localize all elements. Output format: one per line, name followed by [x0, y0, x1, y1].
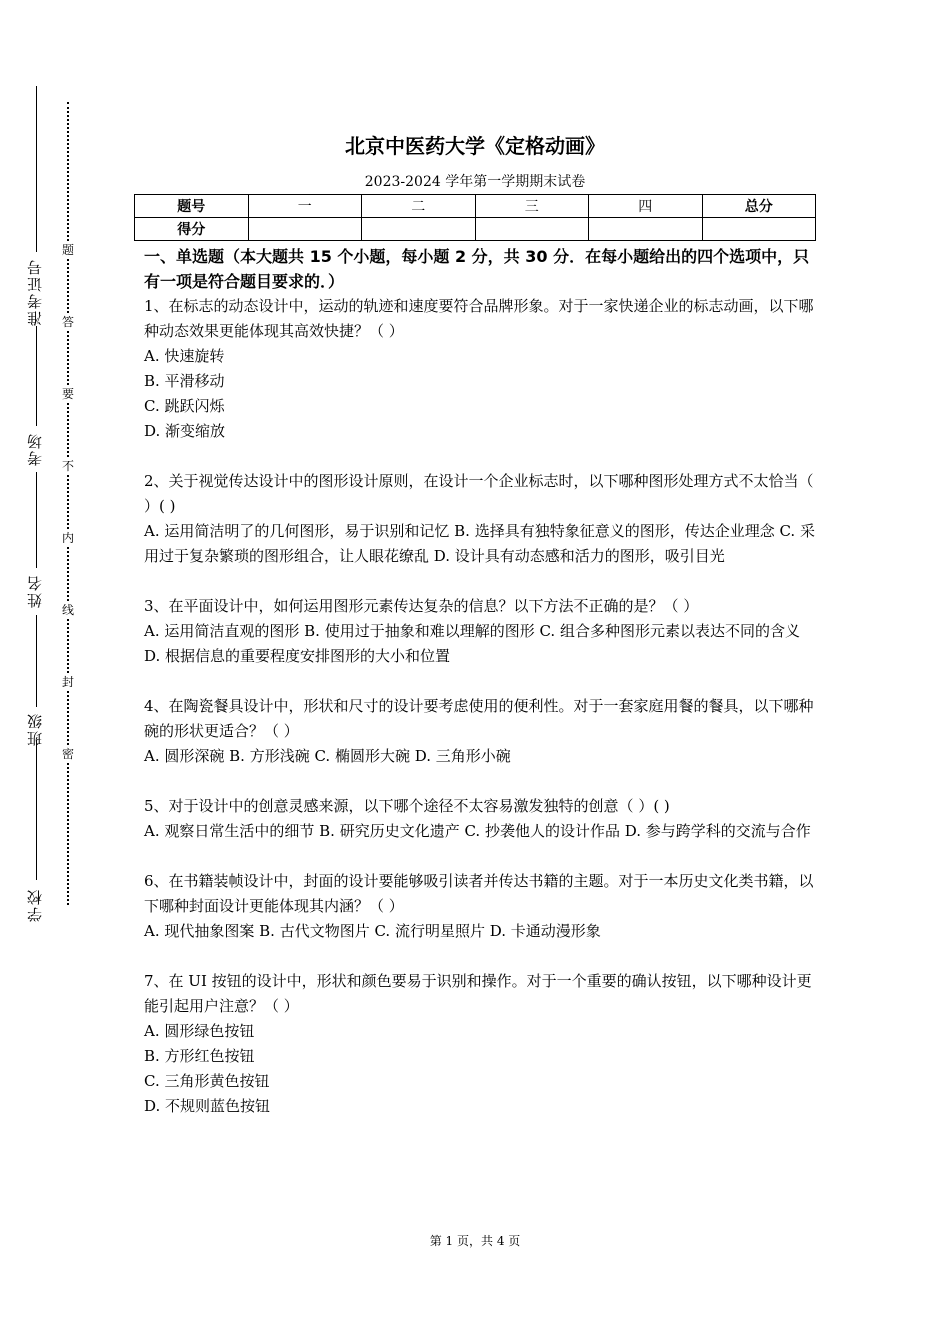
- exam-title: 北京中医药大学《定格动画》: [345, 134, 605, 158]
- section-heading: 一、单选题（本大题共 15 个小题，每小题 2 分，共 30 分．在每小题给出的四个选项中，只有一项是符合题目要求的．）: [144, 247, 810, 291]
- options: A. 运用简洁明了的几何图形，易于识别和记忆 B. 选择具有独特象征意义的图形，传达企业理念 C. 采用过于复杂繁琐的图形组合，让人眼花缭乱 D. 设计具有动态感和活力的图形，吸引目光: [144, 522, 815, 565]
- score-table: [134, 194, 816, 241]
- score-row-label: 得分: [135, 218, 249, 241]
- seal-char: 线: [61, 603, 74, 617]
- school-line: [36, 740, 37, 880]
- admission-number-line: [36, 86, 37, 252]
- seal-char: 答: [61, 315, 74, 329]
- question: [144, 294, 818, 444]
- school-label: 学校: [26, 888, 44, 922]
- class-label: 班级: [26, 712, 44, 746]
- option: B. 平滑移动: [144, 372, 225, 390]
- score-cell: [589, 218, 703, 241]
- header-cell-part-2: 二: [362, 195, 476, 218]
- name-label: 姓名: [26, 574, 44, 608]
- header-cell-question-number: 题号: [135, 195, 249, 218]
- option: B. 方形红色按钮: [144, 1047, 255, 1065]
- question: [144, 694, 818, 769]
- option: A. 快速旋转: [144, 347, 225, 365]
- exam-room-line: [36, 326, 37, 426]
- seal-char: 封: [61, 675, 74, 689]
- question: [144, 869, 818, 944]
- header-cell-part-1: 一: [248, 195, 362, 218]
- score-cell: [362, 218, 476, 241]
- question-stem: 7、在 UI 按钮的设计中，形状和颜色要易于识别和操作。对于一个重要的确认按钮，以下哪种设计更能引起用户注意？（ ）: [144, 972, 812, 1015]
- seal-char: 题: [61, 243, 74, 257]
- option: C. 三角形黄色按钮: [144, 1072, 270, 1090]
- exam-content: [144, 244, 818, 1119]
- question: [144, 469, 818, 569]
- question: [144, 969, 818, 1119]
- option: C. 跳跃闪烁: [144, 397, 225, 415]
- question: [144, 794, 818, 844]
- score-table-header-row: [135, 195, 816, 218]
- score-cell: [248, 218, 362, 241]
- options: A. 圆形深碗 B. 方形浅碗 C. 椭圆形大碗 D. 三角形小碗: [144, 747, 511, 765]
- seal-char: 不: [61, 459, 74, 473]
- exam-subtitle: 2023-2024 学年第一学期期末试卷: [364, 174, 586, 190]
- options: A. 运用简洁直观的图形 B. 使用过于抽象和难以理解的图形 C. 组合多种图形元素以表达不同的含义 D. 根据信息的重要程度安排图形的大小和位置: [144, 622, 800, 665]
- score-table-score-row: [135, 218, 816, 241]
- options: A. 观察日常生活中的细节 B. 研究历史文化遗产 C. 抄袭他人的设计作品 D. 参与跨学科的交流与合作: [144, 822, 811, 840]
- score-cell: [475, 218, 589, 241]
- header-cell-part-4: 四: [589, 195, 703, 218]
- class-line: [36, 615, 37, 707]
- question-stem: 4、在陶瓷餐具设计中，形状和尺寸的设计要考虑使用的便利性。对于一套家庭用餐的餐具，以下哪种碗的形状更适合？（ ）: [144, 697, 814, 740]
- question-stem: 2、关于视觉传达设计中的图形设计原则，在设计一个企业标志时，以下哪种图形处理方式不太恰当（ ）( ): [144, 472, 814, 515]
- seal-char: 内: [61, 531, 74, 545]
- score-cell: [702, 218, 816, 241]
- option: A. 圆形绿色按钮: [144, 1022, 255, 1040]
- question-stem: 6、在书籍装帧设计中，封面的设计要能够吸引读者并传达书籍的主题。对于一本历史文化类书籍，以下哪种封面设计更能体现其内涵？（ ）: [144, 872, 814, 915]
- question-stem: 1、在标志的动态设计中，运动的轨迹和速度要符合品牌形象。对于一家快递企业的标志动画，以下哪种动态效果更能体现其高效快捷？（ ）: [144, 297, 814, 340]
- header-cell-part-3: 三: [475, 195, 589, 218]
- question: [144, 594, 818, 669]
- admission-number-label: 准考证号: [26, 258, 44, 326]
- options: A. 现代抽象图案 B. 古代文物图片 C. 流行明星照片 D. 卡通动漫形象: [144, 922, 601, 940]
- seal-dotted-line: [67, 102, 69, 905]
- name-line: [36, 472, 37, 568]
- question-stem: 5、对于设计中的创意灵感来源，以下哪个途径不太容易激发独特的创意（ ）( ): [144, 797, 670, 815]
- page-footer: 第 1 页，共 4 页: [429, 1234, 521, 1248]
- option: D. 渐变缩放: [144, 422, 226, 440]
- exam-room-label: 考场: [26, 432, 44, 466]
- option: D. 不规则蓝色按钮: [144, 1097, 271, 1115]
- question-stem: 3、在平面设计中，如何运用图形元素传达复杂的信息？以下方法不正确的是？（ ）: [144, 597, 699, 615]
- seal-char: 要: [61, 387, 74, 401]
- header-cell-total: 总分: [702, 195, 816, 218]
- seal-char: 密: [61, 747, 74, 761]
